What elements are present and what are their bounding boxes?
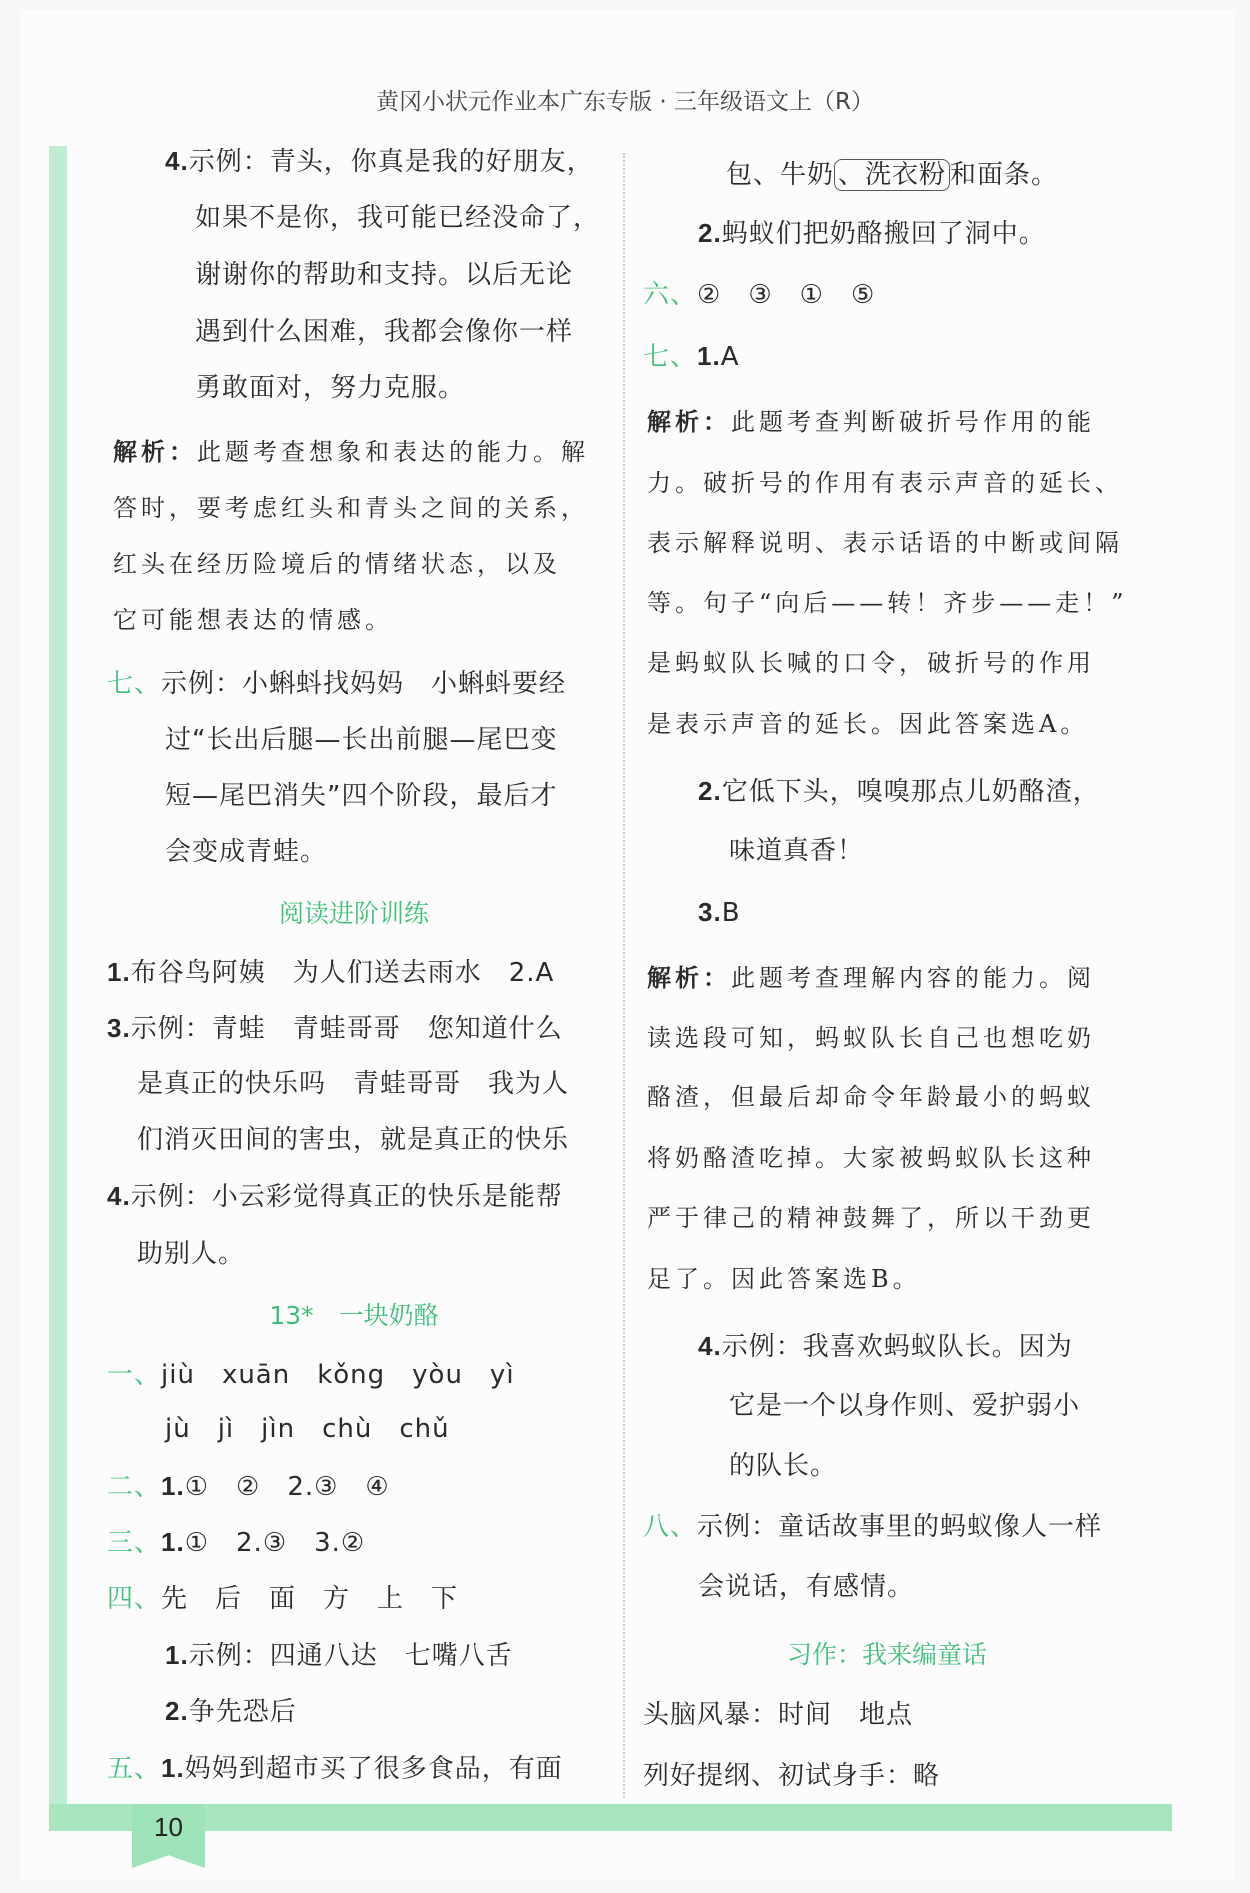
answer-line: [165, 144, 594, 179]
answer-text: 头脑风暴：时间 地点: [643, 1700, 914, 1730]
answer-text: 答时，要考虑红头和青头之间的关系，: [113, 494, 589, 522]
section-marker: 三、: [107, 1528, 162, 1558]
answer-line: [165, 1412, 450, 1446]
answer-text: ① ② 2.③ ④: [184, 1472, 390, 1502]
answer-line: [195, 201, 600, 235]
answer-line: [647, 1201, 1095, 1235]
answer-line: [195, 315, 573, 349]
answer-text: 谢谢你的帮助和支持。以后无论: [195, 260, 574, 290]
answer-text: 味道真香！: [729, 836, 865, 866]
page-number: 10: [154, 1812, 183, 1842]
answer-text: A: [720, 342, 740, 372]
section-marker: 一、: [107, 1360, 162, 1390]
answer-text: 表示解释说明、表示话语的中断或间隔: [647, 529, 1123, 557]
answer-line: [729, 834, 864, 868]
answer-text: 是真正的快乐吗 青蛙哥哥 我为人: [137, 1069, 570, 1099]
answer-line: [698, 895, 741, 930]
section-title-reading: 阅读进阶训练: [278, 899, 429, 928]
item-number: 1.: [697, 341, 721, 371]
answer-text: jiù xuān kǒng yòu yì: [161, 1360, 515, 1390]
answer-line: [137, 1067, 569, 1101]
answer-line: [647, 586, 1128, 620]
answer-text: 们消灭田间的害虫，就是真正的快乐: [137, 1125, 570, 1155]
answer-text: 会变成青蛙。: [165, 837, 328, 867]
section-title-lesson: 13* 一块奶酪: [269, 1301, 439, 1330]
section-marker: 七、: [643, 342, 698, 372]
answer-text: 遇到什么困难，我都会像你一样: [195, 317, 574, 347]
answer-line: [165, 835, 327, 869]
answer-text: 示例：青蛙 青蛙哥哥 您知道什么: [130, 1014, 563, 1044]
answer-line: [698, 774, 1100, 809]
item-number: 2.: [165, 1696, 189, 1726]
item-number: 2.: [698, 776, 722, 806]
section-marker: 解析：: [647, 407, 731, 436]
answer-line: [165, 779, 557, 813]
answer-text: 助别人。: [137, 1239, 246, 1269]
answer-text: ① 2.③ 3.②: [184, 1528, 366, 1558]
answer-line: [698, 1329, 1073, 1364]
answer-line: [643, 1759, 940, 1793]
answer-line: [195, 258, 573, 292]
answer-text: 严于律己的精神鼓舞了，所以干劲更: [647, 1204, 1095, 1232]
answer-line: [137, 1123, 569, 1157]
answer-line: [647, 961, 1095, 995]
answer-text: 它低下头，嗅嗅那点儿奶酪渣，: [721, 777, 1100, 807]
answer-text: 先 后 面 方 上 下: [161, 1584, 459, 1614]
answer-line: [113, 491, 589, 525]
answer-line: [647, 1141, 1095, 1175]
answer-text: 等。句子“向后——转！齐步——走！”: [647, 589, 1128, 617]
answer-text: 过“长出后腿—长出前腿—尾巴变: [165, 725, 558, 755]
answer-line: [107, 667, 566, 701]
answer-line: [698, 1570, 914, 1604]
answer-text: 示例：四通八达 七嘴八舌: [188, 1641, 513, 1671]
section-marker: 二、: [107, 1472, 162, 1502]
answer-text: 列好提纲、初试身手：略: [643, 1761, 941, 1791]
answer-line: [107, 1525, 365, 1560]
answer-text: 将奶酪渣吃掉。大家被蚂蚁队长这种: [647, 1144, 1095, 1172]
item-number: 1.: [161, 1753, 185, 1783]
answer-line: [647, 466, 1123, 500]
answer-line: [107, 1179, 563, 1214]
item-number: 1.: [161, 1471, 185, 1501]
answer-text: 是表示声音的延长。因此答案选A。: [647, 710, 1089, 738]
answer-text: 力。破折号的作用有表示声音的延长、: [647, 469, 1123, 497]
answer-text: 争先恐后: [188, 1697, 297, 1727]
answer-text: B: [721, 898, 741, 928]
answer-line: [647, 646, 1095, 680]
answer-line: [643, 1698, 913, 1732]
answer-text: 读选段可知，蚂蚁队长自己也想吃奶: [647, 1024, 1095, 1052]
answer-text: 此题考查判断破折号作用的能: [731, 408, 1095, 436]
answer-text: jù jì jìn chù chǔ: [165, 1414, 450, 1444]
answer-line: [647, 405, 1095, 439]
answer-text: 如果不是你，我可能已经没命了，: [195, 203, 601, 233]
answer-text: 的队长。: [729, 1451, 838, 1481]
answer-text: 短—尾巴消失”四个阶段，最后才: [165, 781, 558, 811]
section-marker: 七、: [107, 669, 162, 699]
item-number: 4.: [107, 1181, 131, 1211]
answer-text: 示例：小云彩觉得真正的快乐是能帮: [130, 1182, 563, 1212]
answer-text: 会说话，有感情。: [698, 1572, 915, 1602]
page-header: 黄冈小状元作业本广东专版 · 三年级语文上（R）: [376, 89, 874, 115]
item-number: 1.: [165, 1640, 189, 1670]
answer-text: 酪渣，但最后却命令年龄最小的蚂蚁: [647, 1083, 1095, 1111]
answer-line: [647, 1021, 1095, 1055]
answer-line: [195, 371, 465, 405]
answer-text: 此题考查理解内容的能力。阅: [731, 964, 1095, 992]
answer-line: [113, 603, 393, 637]
answer-line: [113, 547, 561, 581]
answer-line: 包、牛奶 、洗衣粉 和面条。: [726, 160, 1059, 190]
answer-line: [647, 1080, 1095, 1114]
item-number: 1.: [161, 1527, 185, 1557]
section-marker: 四、: [107, 1584, 162, 1614]
footer-band: [49, 1804, 1172, 1831]
answer-text: 足了。因此答案选B。: [647, 1265, 921, 1293]
answer-text: 红头在经历险境后的情绪状态，以及: [113, 550, 561, 578]
section-marker: 八、: [643, 1512, 698, 1542]
answer-line: [698, 216, 1046, 251]
answer-text: 它是一个以身作则、爱护弱小: [729, 1391, 1081, 1421]
answer-line: [107, 1358, 515, 1392]
answer-line: [165, 1638, 513, 1673]
answer-line: [647, 1262, 921, 1296]
answer-text: 此题考查想象和表达的能力。解: [197, 438, 589, 466]
answer-line: [643, 278, 875, 312]
answer-line: [165, 1694, 297, 1729]
item-number: 1.: [107, 957, 131, 987]
item-number: 3.: [698, 897, 722, 927]
answer-text: 示例：我喜欢蚂蚁队长。因为: [721, 1332, 1073, 1362]
answer-text: 妈妈到超市买了很多食品，有面: [184, 1754, 563, 1784]
answer-line: [647, 526, 1123, 560]
answer-line: [647, 707, 1088, 741]
section-marker: 五、: [107, 1754, 162, 1784]
answer-line: [643, 1510, 1102, 1544]
answer-text: 勇敢面对，努力克服。: [195, 373, 466, 403]
answer-line: [107, 1469, 390, 1504]
answer-text: ② ③ ① ⑤: [697, 280, 876, 310]
item-number: 3.: [107, 1013, 131, 1043]
item-number: 4.: [165, 146, 189, 176]
answer-line: [165, 723, 557, 757]
answer-text: 示例：青头，你真是我的好朋友，: [188, 147, 594, 177]
answer-text: 它可能想表达的情感。: [113, 606, 393, 634]
answer-line: [643, 339, 740, 374]
answer-text: 示例：小蝌蚪找妈妈 小蝌蚪要经: [161, 669, 567, 699]
answer-line: [137, 1237, 245, 1271]
answer-text: 示例：童话故事里的蚂蚁像人一样: [697, 1512, 1103, 1542]
answer-line: [107, 1011, 563, 1046]
item-number: 2.: [698, 218, 722, 248]
answer-line: [107, 955, 554, 990]
answer-line: [107, 1582, 458, 1616]
circled-answer: 、洗衣粉: [834, 159, 950, 191]
answer-line: [113, 435, 589, 469]
answer-text: 蚂蚁们把奶酪搬回了洞中。: [721, 219, 1046, 249]
answer-text: 布谷鸟阿姨 为人们送去雨水 2.A: [130, 958, 555, 988]
item-number: 4.: [698, 1331, 722, 1361]
answer-line: [729, 1449, 837, 1483]
section-marker: 解析：: [647, 963, 731, 992]
column-divider: [623, 153, 625, 1798]
left-margin-bar: [49, 146, 67, 1821]
answer-line: [729, 1389, 1080, 1423]
section-marker: 六、: [643, 280, 698, 310]
answer-text: 是蚂蚁队长喊的口令，破折号的作用: [647, 649, 1095, 677]
section-marker: 解析：: [113, 437, 197, 466]
answer-line: [107, 1751, 563, 1786]
section-title-writing: 习作：我来编童话: [786, 1640, 987, 1669]
